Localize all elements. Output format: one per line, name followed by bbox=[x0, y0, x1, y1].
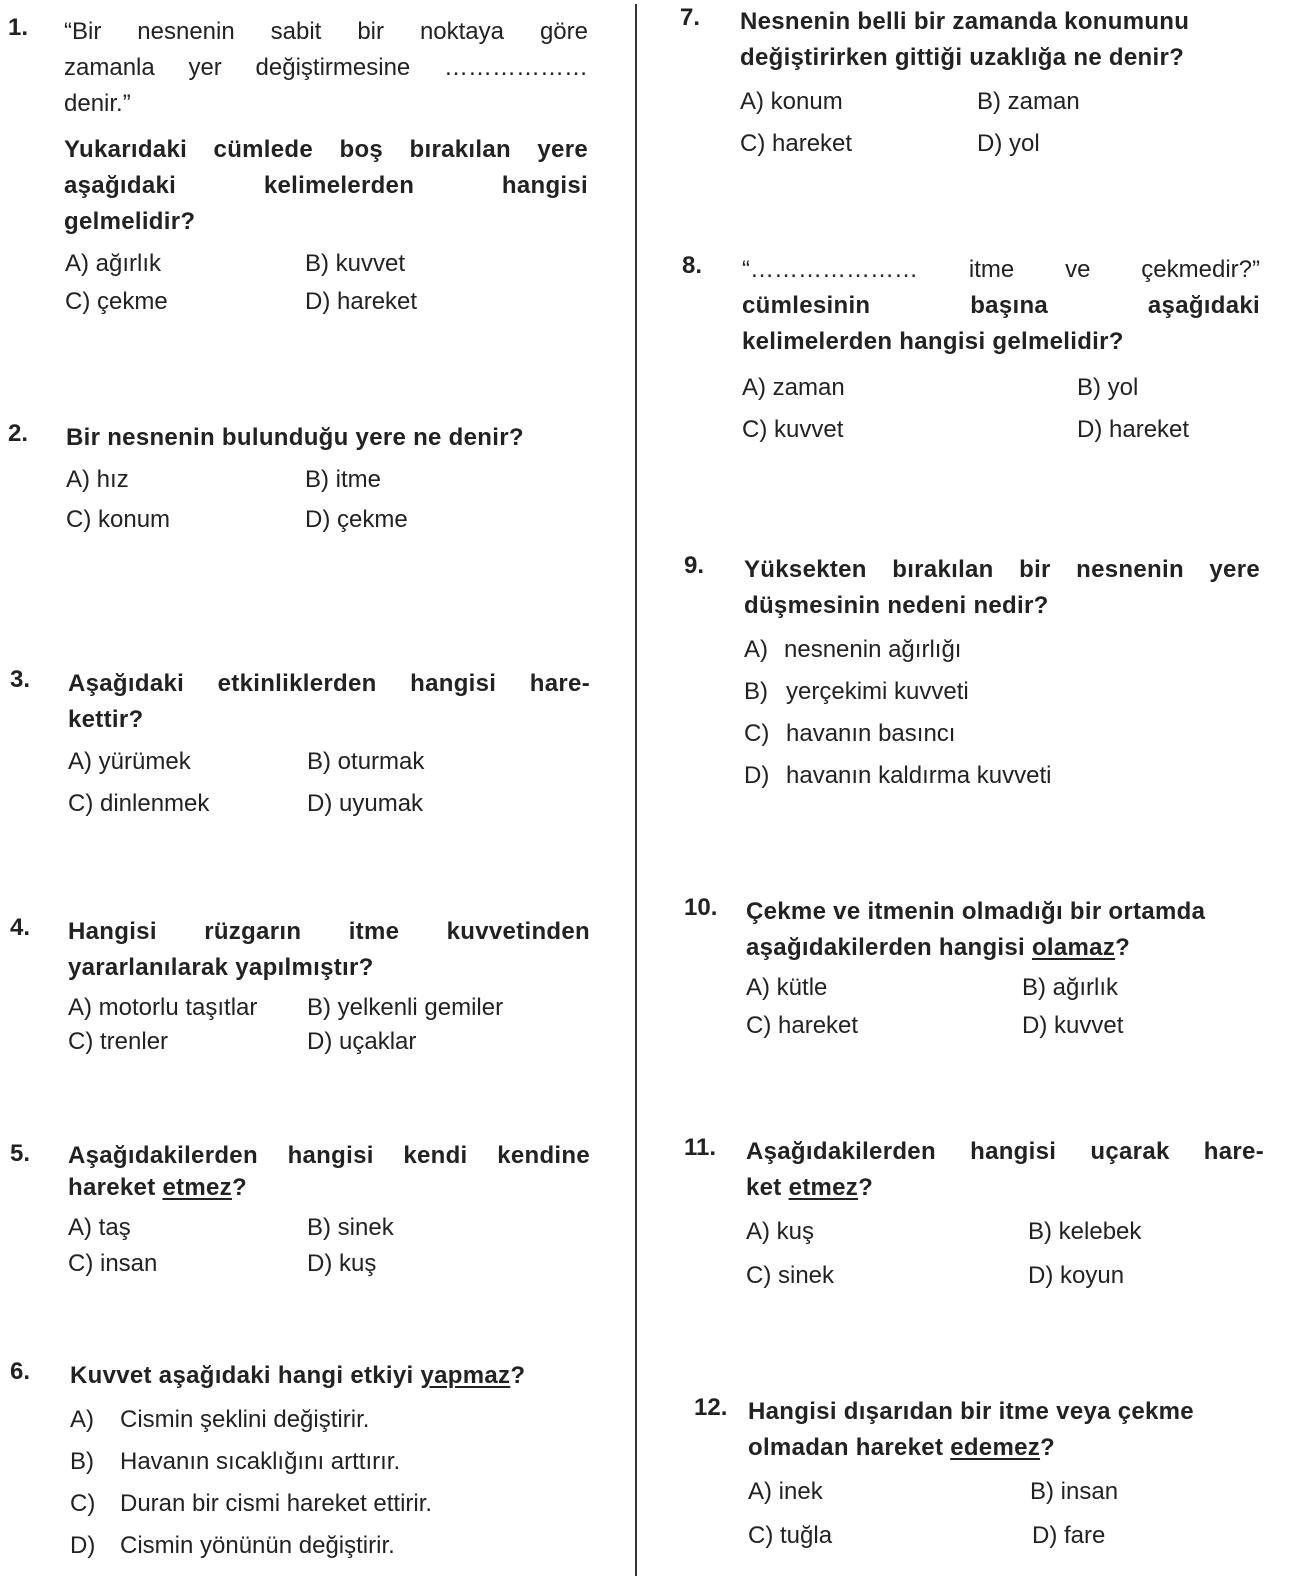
question-4 bbox=[10, 914, 590, 1055]
option-b[interactable]: B) Havanın sıcaklığını arttırır. bbox=[70, 1448, 401, 1475]
option-d[interactable]: D) havanın kaldırma kuvveti bbox=[744, 762, 1052, 789]
option-c[interactable]: C) konum bbox=[66, 506, 171, 533]
question-stem-line: olmadan hareket edemez? bbox=[748, 1434, 1056, 1461]
question-number: 12. bbox=[694, 1394, 728, 1421]
question-quote-line: “………………… itme ve çekmedir?” bbox=[742, 256, 1260, 283]
question-stem-line: Bir nesnenin bulunduğu yere ne denir? bbox=[66, 424, 524, 451]
emphasis-word: yapmaz bbox=[420, 1362, 511, 1389]
option-d[interactable]: D) kuş bbox=[307, 1250, 377, 1277]
option-a[interactable]: A) ağırlık bbox=[65, 250, 162, 277]
question-stem-line: Yüksekten bırakılan bir nesnenin yere bbox=[744, 556, 1260, 583]
option-d[interactable]: D) kuvvet bbox=[1022, 1012, 1124, 1039]
option-b[interactable]: B) ağırlık bbox=[1022, 974, 1119, 1001]
question-10 bbox=[684, 894, 1264, 1039]
question-stem-line: Aşağıdakilerden hangisi uçarak hare- bbox=[746, 1138, 1264, 1165]
question-stem-line: Çekme ve itmenin olmadığı bir ortamda bbox=[746, 898, 1206, 925]
option-d[interactable]: D) uyumak bbox=[307, 790, 424, 817]
question-quote-line: “Bir nesnenin sabit bir noktaya göre bbox=[64, 18, 588, 45]
option-d[interactable]: D) uçaklar bbox=[307, 1028, 417, 1055]
option-c[interactable]: C) sinek bbox=[746, 1262, 835, 1289]
option-a[interactable]: A) zaman bbox=[742, 374, 845, 401]
option-c[interactable]: C) insan bbox=[68, 1250, 158, 1277]
option-a[interactable]: A) konum bbox=[740, 88, 843, 115]
option-d[interactable]: D) hareket bbox=[305, 288, 418, 315]
question-stem-line: Aşağıdakilerden hangisi kendi kendine bbox=[68, 1142, 590, 1169]
question-stem-line: Nesnenin belli bir zamanda konumunu bbox=[740, 8, 1190, 35]
question-quote-line: denir.” bbox=[64, 90, 131, 117]
option-b[interactable]: B) yol bbox=[1077, 374, 1139, 401]
question-5 bbox=[10, 1140, 590, 1277]
option-c[interactable]: C) Duran bir cismi hareket ettirir. bbox=[70, 1490, 433, 1517]
emphasis-word: etmez bbox=[162, 1174, 232, 1201]
question-stem-line: gelmelidir? bbox=[64, 208, 196, 235]
option-d[interactable]: D) fare bbox=[1032, 1522, 1106, 1549]
question-quote-line: zamanla yer değiştirmesine ……………… bbox=[64, 54, 588, 81]
question-7 bbox=[680, 4, 1260, 157]
option-b[interactable]: B) yelkenli gemiler bbox=[307, 994, 504, 1021]
question-number: 5. bbox=[10, 1140, 31, 1167]
option-c[interactable]: C) hareket bbox=[746, 1012, 859, 1039]
question-3 bbox=[10, 666, 590, 817]
question-stem-line: Aşağıdaki etkinliklerden hangisi hare- bbox=[68, 670, 590, 697]
option-c[interactable]: C) çekme bbox=[65, 288, 168, 315]
option-a[interactable]: A) yürümek bbox=[68, 748, 191, 775]
question-number: 11. bbox=[684, 1134, 717, 1161]
option-b[interactable]: B) zaman bbox=[977, 88, 1080, 115]
question-6 bbox=[10, 1358, 610, 1559]
question-number: 7. bbox=[680, 4, 701, 31]
column-divider bbox=[635, 4, 637, 1576]
option-c[interactable]: C) dinlenmek bbox=[68, 790, 210, 817]
option-c[interactable]: C) tuğla bbox=[748, 1522, 833, 1549]
option-d[interactable]: D) koyun bbox=[1028, 1262, 1125, 1289]
option-d[interactable]: D) çekme bbox=[305, 506, 408, 533]
option-c[interactable]: C) kuvvet bbox=[742, 416, 844, 443]
question-1 bbox=[8, 14, 588, 315]
option-b[interactable]: B) itme bbox=[305, 466, 382, 493]
question-stem-line: hareket etmez? bbox=[68, 1174, 247, 1201]
question-number: 6. bbox=[10, 1358, 31, 1385]
question-stem-line: Hangisi rüzgarın itme kuvvetinden bbox=[68, 918, 590, 945]
option-a[interactable]: A) Cismin şeklini değiştirir. bbox=[70, 1406, 370, 1433]
question-number: 8. bbox=[682, 252, 703, 279]
option-d[interactable]: D) Cismin yönünün değiştirir. bbox=[70, 1532, 395, 1559]
option-a[interactable]: A) motorlu taşıtlar bbox=[68, 994, 258, 1021]
option-c[interactable]: C) havanın basıncı bbox=[744, 720, 956, 747]
question-stem-line: aşağıdaki kelimelerden hangisi bbox=[64, 172, 588, 199]
emphasis-word: edemez bbox=[950, 1434, 1041, 1461]
question-11 bbox=[684, 1134, 1264, 1289]
option-a[interactable]: A) taş bbox=[68, 1214, 131, 1241]
question-2 bbox=[8, 420, 588, 533]
option-a[interactable]: A) nesnenin ağırlığı bbox=[744, 636, 962, 663]
question-stem-line: Yukarıdaki cümlede boş bırakılan yere bbox=[64, 136, 588, 163]
option-a[interactable]: A) inek bbox=[748, 1478, 823, 1505]
option-b[interactable]: B) insan bbox=[1030, 1478, 1119, 1505]
question-number: 4. bbox=[10, 914, 31, 941]
option-a[interactable]: A) hız bbox=[66, 466, 129, 493]
option-a[interactable]: A) kuş bbox=[746, 1218, 815, 1245]
question-stem-line: Kuvvet aşağıdaki hangi etkiyi yapmaz? bbox=[70, 1362, 526, 1389]
option-d[interactable]: D) hareket bbox=[1077, 416, 1190, 443]
question-stem-line: değiştirirken gittiği uzaklığa ne denir? bbox=[740, 44, 1185, 71]
question-stem-line: ket etmez? bbox=[746, 1174, 874, 1201]
option-d[interactable]: D) yol bbox=[977, 130, 1040, 157]
option-b[interactable]: B) oturmak bbox=[307, 748, 425, 775]
question-stem-line: aşağıdakilerden hangisi olamaz? bbox=[746, 934, 1131, 961]
question-number: 1. bbox=[8, 14, 29, 41]
option-b[interactable]: B) yerçekimi kuvveti bbox=[744, 678, 969, 705]
question-number: 10. bbox=[684, 894, 718, 921]
question-stem-line: yararlanılarak yapılmıştır? bbox=[68, 954, 374, 981]
question-number: 2. bbox=[8, 420, 29, 447]
question-stem-line: kettir? bbox=[68, 706, 144, 733]
option-c[interactable]: C) hareket bbox=[740, 130, 853, 157]
option-b[interactable]: B) kuvvet bbox=[305, 250, 406, 277]
emphasis-word: olamaz bbox=[1031, 934, 1116, 961]
emphasis-word: etmez bbox=[788, 1174, 859, 1201]
question-stem-line: düşmesinin nedeni nedir? bbox=[744, 592, 1049, 619]
question-stem-line: kelimelerden hangisi gelmelidir? bbox=[742, 328, 1124, 355]
option-b[interactable]: B) kelebek bbox=[1028, 1218, 1142, 1245]
option-c[interactable]: C) trenler bbox=[68, 1028, 169, 1055]
question-9 bbox=[684, 552, 1260, 789]
question-12 bbox=[694, 1394, 1264, 1549]
option-a[interactable]: A) kütle bbox=[746, 974, 828, 1001]
question-number: 3. bbox=[10, 666, 31, 693]
question-stem-line: cümlesinin başına aşağıdaki bbox=[742, 292, 1260, 319]
question-stem-line: Hangisi dışarıdan bir itme veya çekme bbox=[748, 1398, 1194, 1425]
option-b[interactable]: B) sinek bbox=[307, 1214, 394, 1241]
question-8 bbox=[682, 252, 1260, 443]
question-number: 9. bbox=[684, 552, 705, 579]
